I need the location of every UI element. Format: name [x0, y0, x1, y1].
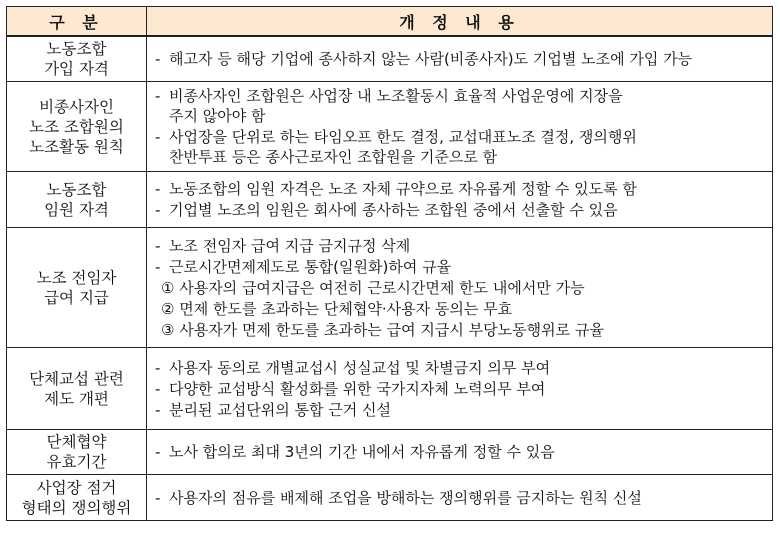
list-item: - 노조 전임자 급여 지급 금지규정 삭제	[155, 236, 411, 255]
list-item: - 사용자의 점유를 배제해 조업을 방해하는 쟁의행위를 금지하는 원칙 신설	[155, 488, 642, 507]
list-item: - 기업별 노조의 임원은 회사에 종사하는 조합원 중에서 선출할 수 있음	[155, 201, 618, 219]
row-category: 비종사자인 노조 조합원의 노조활동 원칙	[7, 82, 147, 172]
row-content	[147, 172, 773, 228]
table-row	[7, 430, 773, 475]
list-item: - 다양한 교섭방식 활성화를 위한 국가지자체 노력의무 부여	[155, 379, 546, 398]
list-item: - 사업장을 단위로 하는 타임오프 한도 결정, 교섭대표노조 결정, 쟁의행위 찬반투표 등은 종사근로자인 조합원을 기준으로 함	[155, 128, 637, 166]
list-item: - 근로시간면제제도로 통합(일원화)하여 규율	[155, 257, 452, 276]
table-row	[7, 36, 773, 82]
row-category: 노동조합 임원 자격	[7, 172, 147, 228]
table-row	[7, 348, 773, 430]
row-category: 단체협약 유효기간	[7, 430, 147, 475]
list-item: - 해고자 등 해당 기업에 종사하지 않는 사람(비종사자)도 기업별 노조에 가입 가능	[155, 50, 693, 68]
header-category: 구 분	[7, 7, 147, 37]
sub-item: ① 사용자의 급여지급은 여전히 근로시간면제 한도 내에서만 가능	[161, 278, 585, 297]
table-row	[7, 475, 773, 521]
reform-summary-table	[6, 6, 773, 521]
row-content	[147, 228, 773, 348]
table-row	[7, 228, 773, 348]
row-category: 단체교섭 관련 제도 개편	[7, 348, 147, 430]
table-row	[7, 82, 773, 172]
row-category: 노조 전임자 급여 지급	[7, 228, 147, 348]
row-category: 노동조합 가입 자격	[7, 36, 147, 82]
sub-item: ② 면제 한도를 초과하는 단체협약·사용자 동의는 무효	[161, 299, 513, 318]
list-item: - 비종사자인 조합원은 사업장 내 노조활동시 효율적 사업운영에 지장을 주지 않아야 함	[155, 87, 623, 125]
row-content	[147, 475, 773, 521]
row-content	[147, 348, 773, 430]
sub-item: ③ 사용자가 면제 한도를 초과하는 급여 지급시 부당노동행위로 규율	[161, 320, 604, 339]
row-content	[147, 82, 773, 172]
reform-table-container	[6, 6, 772, 521]
table-header-row	[7, 7, 773, 37]
row-category: 사업장 점거 형태의 쟁의행위	[7, 475, 147, 521]
list-item: - 노사 합의로 최대 3년의 기간 내에서 자유롭게 정할 수 있음	[155, 443, 555, 461]
row-content	[147, 36, 773, 82]
list-item: - 분리된 교섭단위의 통합 근거 신설	[155, 400, 391, 419]
list-item: - 사용자 동의로 개별교섭시 성실교섭 및 차별금지 의무 부여	[155, 358, 551, 377]
row-content	[147, 430, 773, 475]
table-row	[7, 172, 773, 228]
list-item: - 노동조합의 임원 자격은 노조 자체 규약으로 자유롭게 정할 수 있도록 함	[155, 180, 637, 198]
header-content: 개 정 내 용	[147, 7, 773, 37]
